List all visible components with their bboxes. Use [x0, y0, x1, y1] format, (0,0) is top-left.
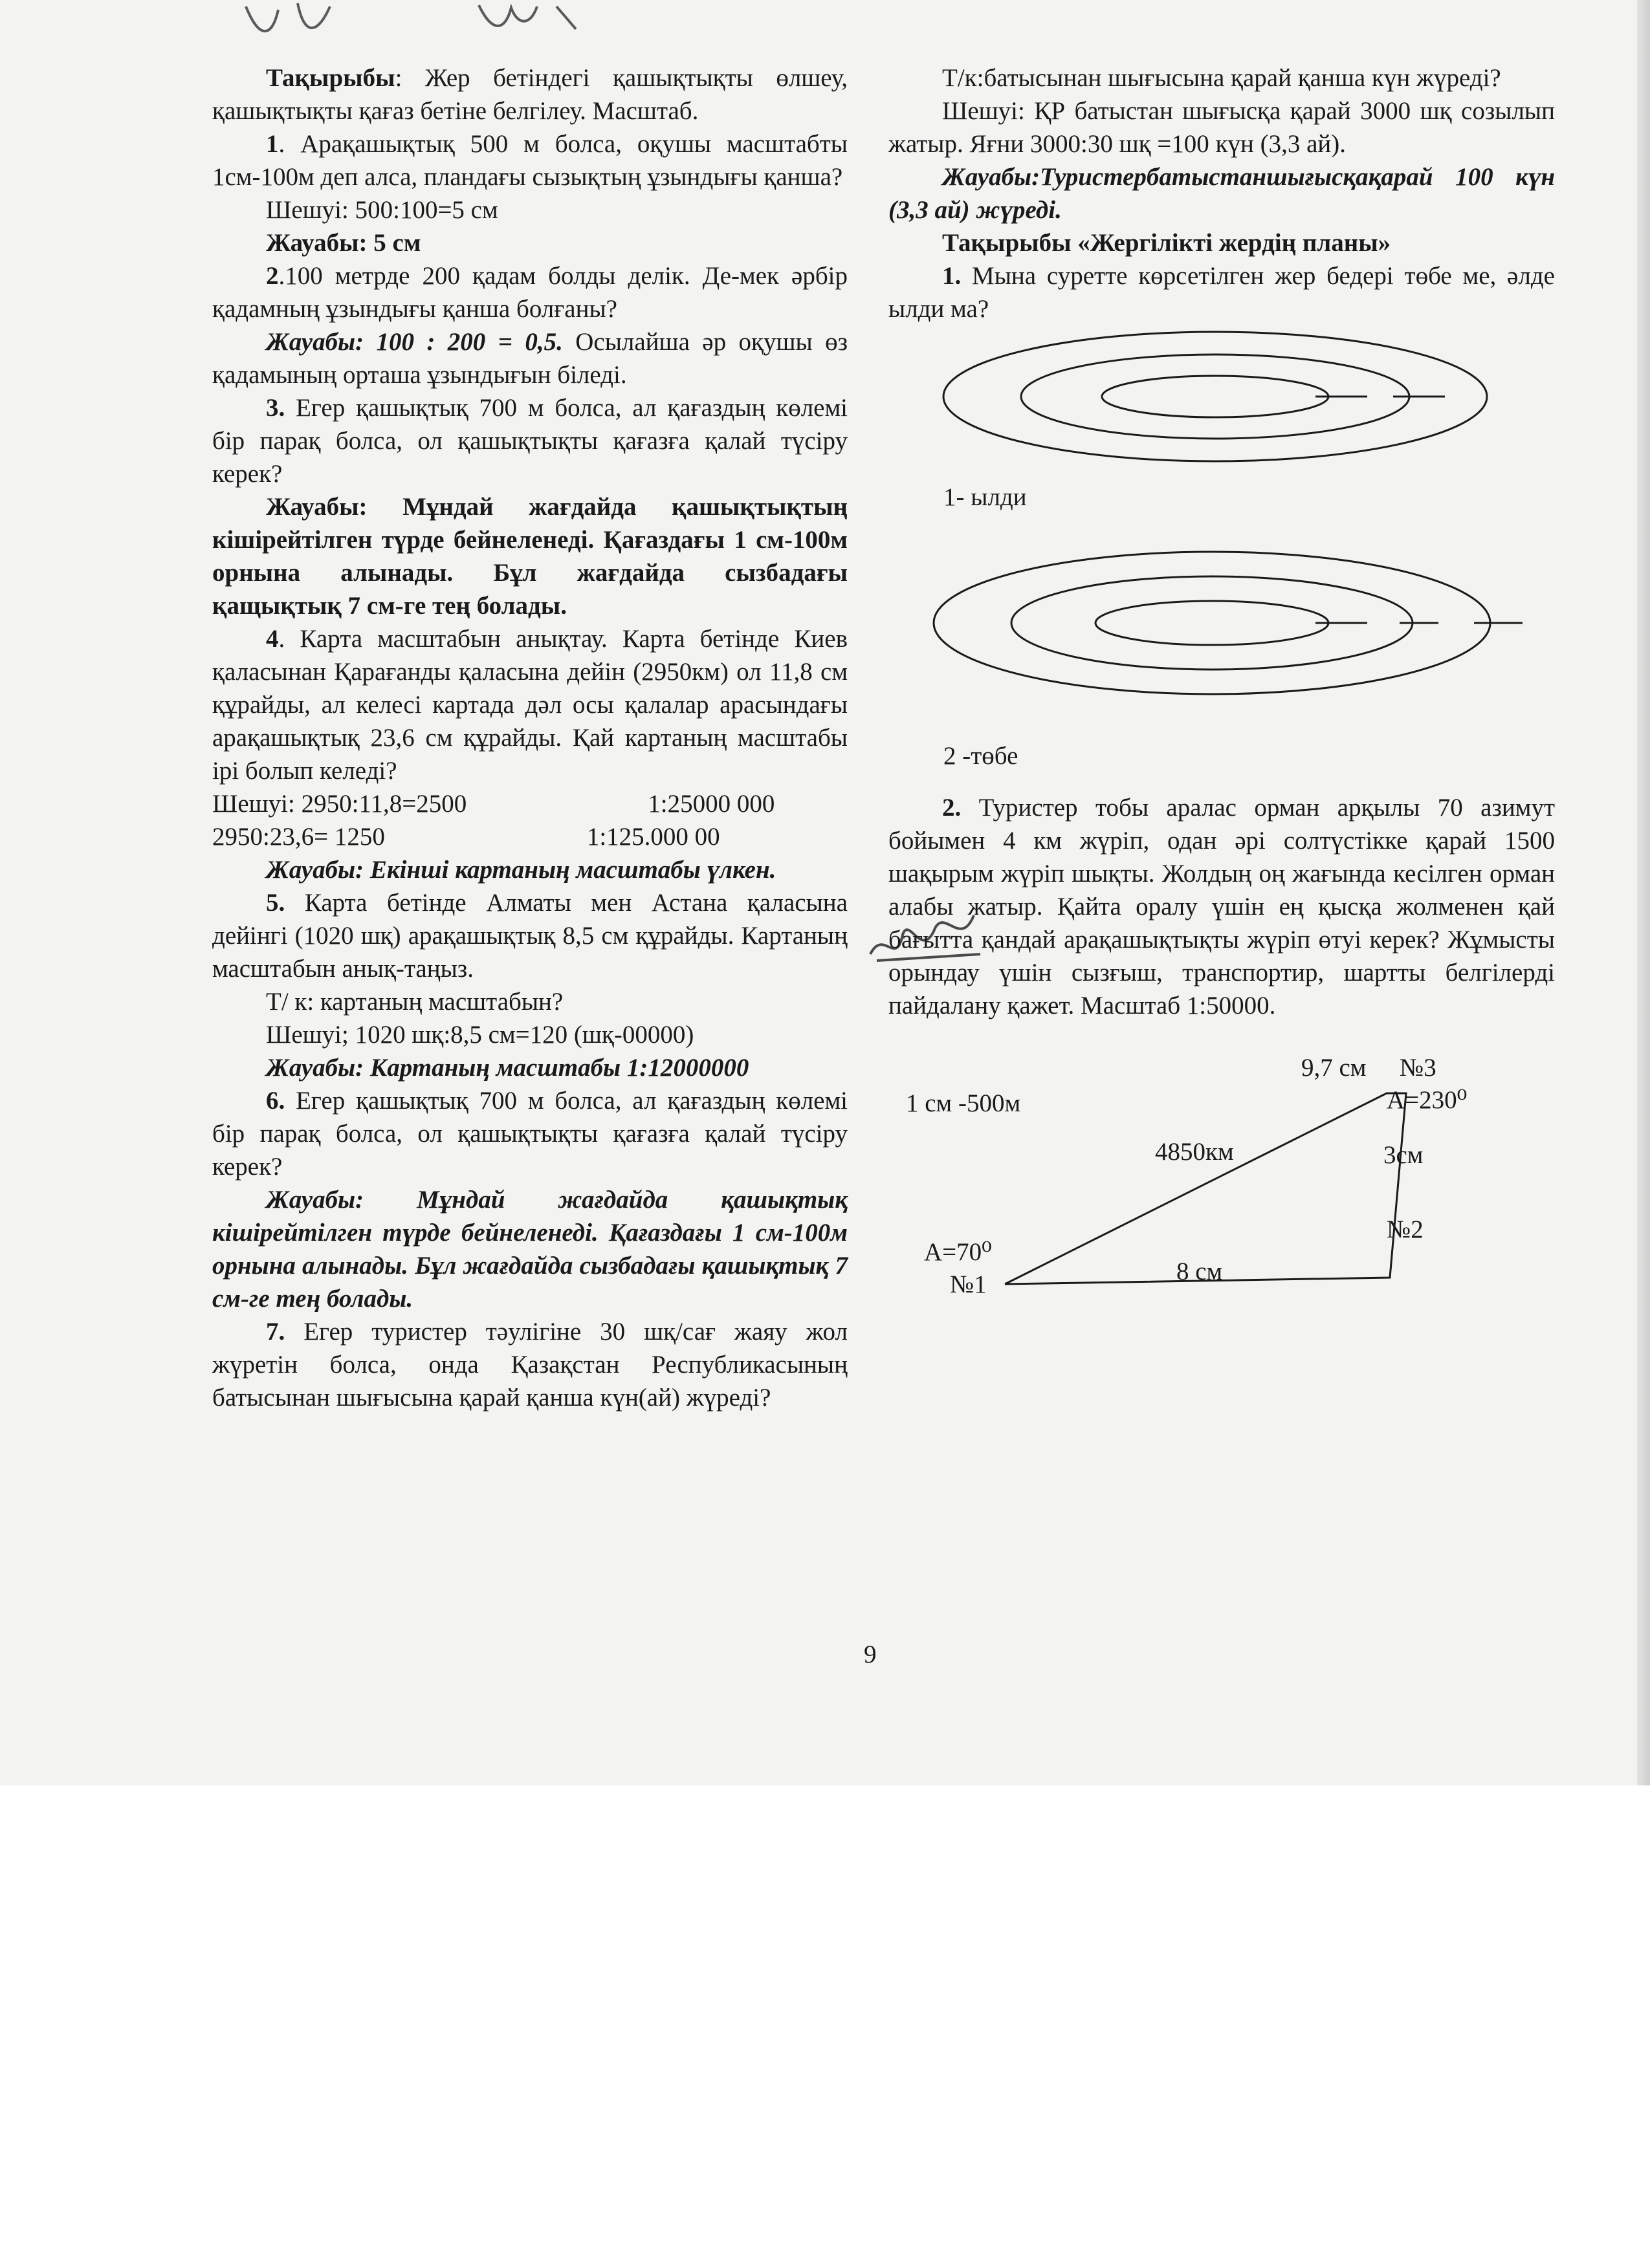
- t2-q1-text: Мына суретте көрсетілген жер бедері төбе ме, әлде ылди ма?: [888, 262, 1555, 323]
- q7-number: 7.: [266, 1318, 285, 1346]
- right-column: [888, 61, 1555, 1313]
- tri-point-1-label: №1: [950, 1270, 987, 1298]
- q5-solution: Шешуі; 1020 шқ:8,5 см=120 (шқ-00000): [266, 1021, 694, 1049]
- q2-text: .100 метрде 200 қадам болды делік. Де-мек әрбір қадамның ұзындығы қанша болғаны?: [212, 262, 848, 323]
- fig2-label: 2 -төбе: [943, 742, 1018, 770]
- topic-2-title: Тақырыбы «Жергілікті жердің планы»: [942, 229, 1391, 257]
- t2-question-2: [888, 791, 1555, 1022]
- q4-sol2-scale: 1:125.000 00: [586, 823, 720, 851]
- question-3: [212, 391, 848, 490]
- tri-scale-label: 1 см -500м: [906, 1089, 1021, 1117]
- continued-answer: Жауабы:Туристербатыстаншығысқақарай 100 күн (3,3 ай) жүреді.: [888, 163, 1555, 224]
- q4-solution-line-2: [212, 820, 848, 853]
- q3-text: Егер қашықтық 700 м болса, ал қағаздың көлемі бір парақ болса, ол қашықтықты қағазға қалай түсіру керек?: [212, 394, 848, 488]
- triangle-route-figure: [888, 1035, 1555, 1313]
- question-7: [212, 1315, 848, 1414]
- question-1: [212, 127, 848, 193]
- q1-solution: Шешуі: 500:100=5 см: [266, 196, 498, 224]
- q7-text: Егер туристер тәулігіне 30 шқ/сағ жаяу жол жүретін болса, онда Қазақстан Республикасының батысынан шығысына қарай қанша күн(ай) жүреді?: [212, 1318, 848, 1412]
- contour-figure-hill: [888, 545, 1555, 778]
- t2-question-1: [888, 259, 1555, 325]
- question-5: [212, 886, 848, 985]
- tri-top-distance-label: 9,7 см: [1301, 1054, 1367, 1082]
- q4-sol1-scale: 1:25000 000: [648, 790, 775, 818]
- q6-number: 6.: [266, 1087, 285, 1115]
- tri-azimuth-3-label: А=230⁰: [1387, 1086, 1468, 1114]
- question-6: [212, 1084, 848, 1183]
- q3-answer: Жауабы: Мұндай жағдайда қашықтықтың кішірейтілген түрде бейнеленеді. Қағаздағы 1 см-100м орнына алынады. Бұл жағдайда сызбадағы қащықтық 7 см-ге тең болады.: [212, 493, 848, 620]
- contour-lines-hill: [888, 545, 1555, 707]
- q4-number: 4: [266, 625, 279, 653]
- handwritten-scribble-top: [233, 0, 595, 45]
- contour-figure-depression: [888, 325, 1555, 519]
- tri-point-2-label: №2: [1387, 1216, 1424, 1243]
- q2-number: 2: [266, 262, 279, 290]
- q4-sol1-calc: Шешуі: 2950:11,8=2500: [212, 790, 467, 818]
- topic-paragraph: [212, 61, 848, 127]
- topic-label: Тақырыбы: [266, 64, 395, 92]
- question-4: [212, 622, 848, 787]
- q4-sol2-calc: 2950:23,6= 1250: [212, 823, 385, 851]
- q2-answer-bold: Жауабы: 100 : 200 = 0,5.: [266, 328, 563, 356]
- tri-hypotenuse-label: 4850км: [1155, 1138, 1234, 1166]
- q4-solution-line-1: [212, 787, 848, 820]
- tri-azimuth-1-label: А=70⁰: [924, 1238, 992, 1266]
- q1-number: 1: [266, 130, 279, 158]
- q5-text: Карта бетінде Алматы мен Астана қаласына дейінгі (1020 шқ) арақашықтық 8,5 см құрайды. Картаның масштабын анық-таңыз.: [212, 889, 848, 983]
- q5-number: 5.: [266, 889, 285, 917]
- continued-solution: Шешуі: ҚР батыстан шығысқа қарай 3000 шқ созылып жатыр. Яғни 3000:30 шқ =100 күн (3,3 ай).: [888, 97, 1555, 158]
- t2-q1-number: 1.: [942, 262, 962, 290]
- question-2: [212, 259, 848, 325]
- q6-answer: Жауабы: Мұндай жағдайда қашықтық кішірейтілген түрде бейнеленеді. Қағаздағы 1 см-100м орнына алынады. Бұл жағдайда сызбадағы қашықтық 7 см-ге тең болады.: [212, 1186, 848, 1313]
- q1-answer: Жауабы: 5 см: [266, 229, 421, 257]
- q6-text: Егер қашықтық 700 м болса, ал қағаздың көлемі бір парақ болса, ол қашықтықты қағазға қалай түсіру керек?: [212, 1087, 848, 1181]
- page-edge-shadow: [1637, 0, 1650, 1785]
- q4-answer: Жауабы: Екінші картаның масштабы үлкен.: [266, 856, 776, 884]
- q5-answer: Жауабы: Картаның масштабы 1:12000000: [266, 1054, 749, 1082]
- tri-base-label: 8 см: [1176, 1258, 1223, 1285]
- contour-lines-depression: [888, 325, 1555, 474]
- tri-side-label: 3см: [1383, 1141, 1424, 1169]
- continued-task: Т/к:батысынан шығысына қарай қанша күн жүреді?: [942, 64, 1501, 92]
- fig1-label: 1- ылди: [943, 483, 1027, 511]
- topic-text: : Жер бетіндегі қашықтықты өлшеу, қашықтықты қағаз бетіне белгілеу. Масштаб.: [212, 64, 848, 125]
- q3-number: 3.: [266, 394, 285, 422]
- page-number: 9: [864, 1641, 877, 1668]
- t2-q2-text: Туристер тобы аралас орман арқылы 70 азимут бойымен 4 км жүріп, одан әрі солтүстікке қарай 1500 шақырым жүріп шықты. Жолдың оң жағында кесілген орман алабы жатыр. Қайта оралу үшін ең қысқа жолменен қай бағытта қандай арақашықтықты жүріп өтуі керек? Жұмысты орындау үшін сызғыш, транспортир, шартты белгілерді пайдалану қажет. Масштаб 1:50000.: [888, 794, 1555, 1020]
- tri-point-3-label: №3: [1400, 1054, 1436, 1082]
- q1-text: . Арақашықтық 500 м болса, оқушы масштабты 1см-100м деп алса, пландағы сызықтың ұзындығы қанша?: [212, 130, 848, 191]
- q2-answer: [212, 325, 848, 391]
- t2-q2-number: 2.: [942, 794, 962, 822]
- q4-text: . Карта масштабын анықтау. Карта бетінде Киев қаласынан Қарағанды қаласына дейін (2950км) ол 11,8 см құрайды, ал келесі картада дәл осы қалалар арасындағы арақашықтық 23,6 см құрайды. Қай картаның масштабы ірі болып келеді?: [212, 625, 848, 785]
- scanner-background: [0, 1785, 1650, 2268]
- q5-task: Т/ к: картаның масштабын?: [266, 988, 564, 1016]
- q2-answer-rest: Осылайша әр оқушы өз қадамының орташа ұзындығын біледі.: [212, 328, 848, 389]
- left-column: [212, 61, 848, 1414]
